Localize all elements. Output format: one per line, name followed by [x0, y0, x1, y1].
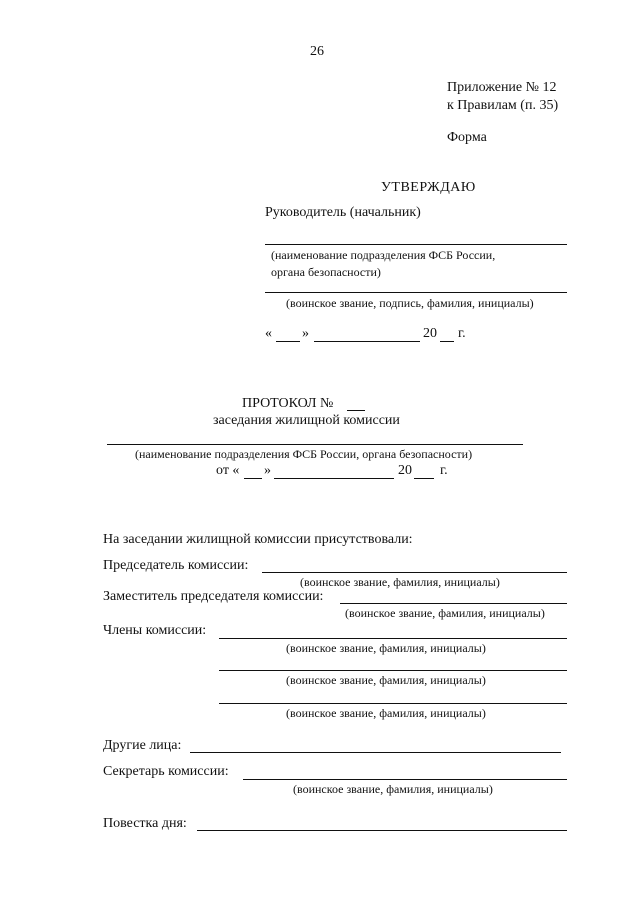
unit-caption-2: органа безопасности): [271, 265, 381, 279]
approve-date-suffix: г.: [458, 326, 466, 341]
appendix-line-2: к Правилам (п. 35): [447, 98, 559, 113]
deputy-label: Заместитель председателя комиссии:: [103, 589, 324, 604]
protocol-year-line: [414, 478, 434, 479]
protocol-date-year: 20: [398, 463, 412, 478]
protocol-subtitle: заседания жилищной комиссии: [213, 413, 400, 428]
chairman-line: [262, 572, 567, 573]
protocol-date-prefix: от «: [216, 463, 240, 478]
protocol-title: ПРОТОКОЛ №: [242, 396, 334, 411]
approve-date-open: «: [265, 326, 272, 341]
protocol-month-line: [274, 478, 394, 479]
member-line-2: [219, 670, 567, 671]
secretary-line: [243, 779, 567, 780]
form-label: Форма: [447, 130, 487, 145]
present-heading: На заседании жилищной комиссии присутствовали:: [103, 532, 413, 547]
rank-signature-caption: (воинское звание, подпись, фамилия, инициалы): [286, 296, 534, 310]
protocol-number-line: [347, 410, 365, 411]
others-label: Другие лица:: [103, 738, 182, 753]
appendix-line-1: Приложение № 12: [447, 80, 557, 95]
page-number: 26: [310, 44, 324, 59]
member-caption-3: (воинское звание, фамилия, инициалы): [286, 706, 486, 720]
member-caption-2: (воинское звание, фамилия, инициалы): [286, 673, 486, 687]
deputy-caption: (воинское звание, фамилия, инициалы): [345, 606, 545, 620]
deputy-line: [340, 603, 567, 604]
unit-caption-1: (наименование подразделения ФСБ России,: [271, 248, 496, 262]
secretary-label: Секретарь комиссии:: [103, 764, 229, 779]
approve-year-line: [440, 341, 454, 342]
approve-date-close: »: [302, 326, 309, 341]
member-caption-1: (воинское звание, фамилия, инициалы): [286, 641, 486, 655]
protocol-date-suffix: г.: [440, 463, 448, 478]
member-line-1: [219, 638, 567, 639]
protocol-unit-caption: (наименование подразделения ФСБ России, органа безопасности): [135, 447, 473, 461]
approve-title: УТВЕРЖДАЮ: [381, 180, 476, 195]
secretary-caption: (воинское звание, фамилия, инициалы): [293, 782, 493, 796]
agenda-line: [197, 830, 567, 831]
protocol-unit-line: [107, 444, 523, 445]
approve-date-year: 20: [423, 326, 437, 341]
members-label: Члены комиссии:: [103, 623, 207, 638]
protocol-date-close: »: [264, 463, 271, 478]
rank-signature-line: [265, 292, 567, 293]
chairman-label: Председатель комиссии:: [103, 558, 249, 573]
member-line-3: [219, 703, 567, 704]
approve-head: Руководитель (начальник): [265, 205, 421, 220]
approve-month-line: [314, 341, 420, 342]
unit-line: [265, 244, 567, 245]
approve-day-line: [276, 341, 300, 342]
agenda-label: Повестка дня:: [103, 816, 187, 831]
others-line: [190, 752, 561, 753]
chairman-caption: (воинское звание, фамилия, инициалы): [300, 575, 500, 589]
protocol-day-line: [244, 478, 262, 479]
